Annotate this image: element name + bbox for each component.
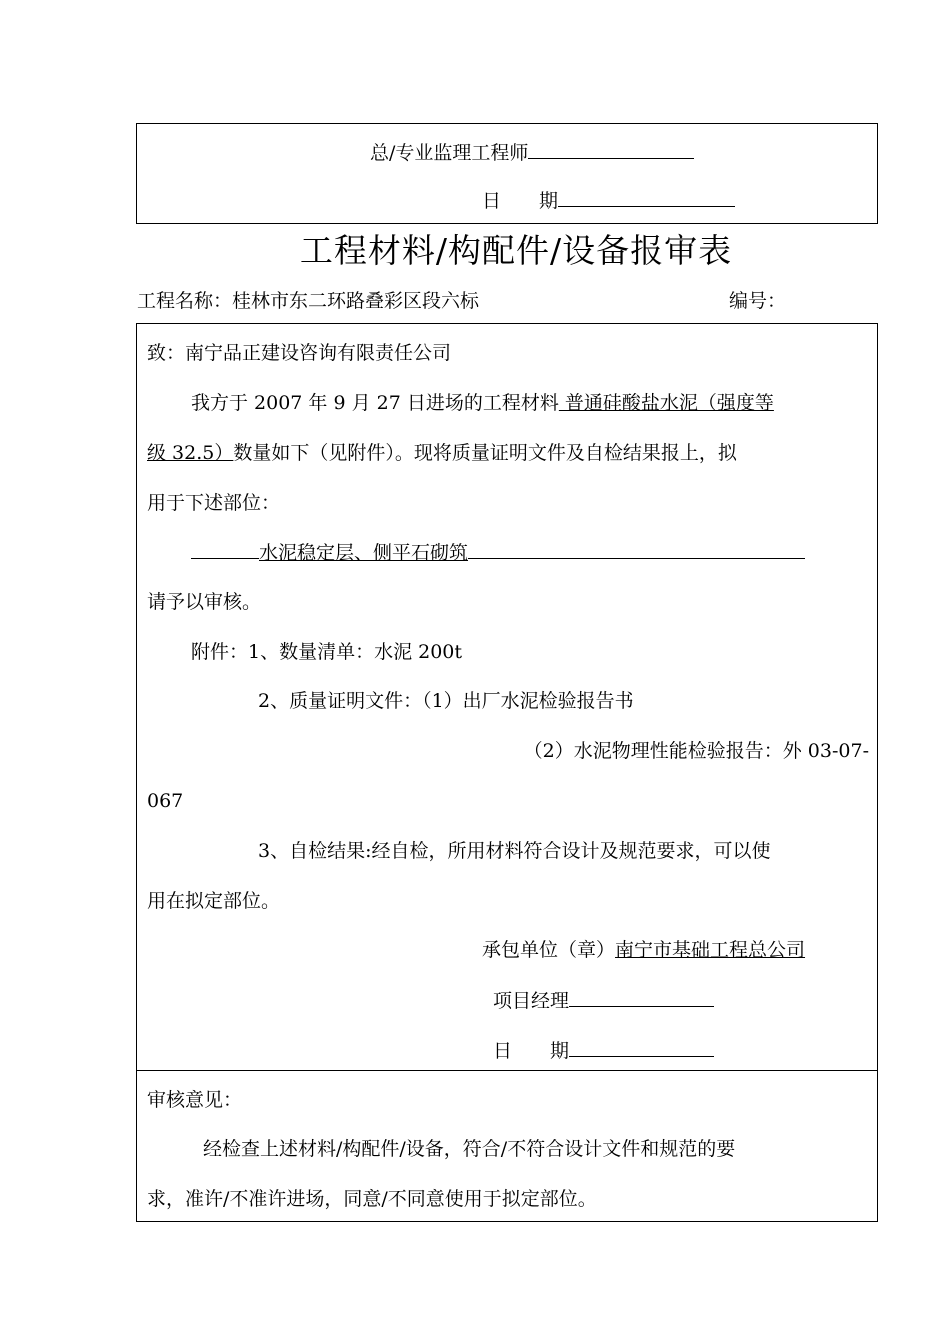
- paragraph-line-2: [147, 441, 737, 465]
- contractor-date-label: 日 期: [493, 1040, 570, 1062]
- attachment-1: 附件：1、数量清单：水泥 200t: [191, 641, 463, 663]
- engineer-signature-box: [136, 123, 878, 224]
- contractor-date-field[interactable]: [569, 1038, 714, 1057]
- review-label: 审核意见：: [147, 1089, 243, 1111]
- engineer-date-label: 日 期: [482, 190, 559, 212]
- arrival-text: 我方于 2007 年 9 月 27 日进场的工程材料: [191, 392, 559, 414]
- paragraph-line-3: 用于下述部位：: [147, 492, 281, 514]
- engineer-date-field[interactable]: [558, 188, 735, 207]
- attachment-3-cont: 用在拟定部位。: [147, 890, 281, 912]
- attachment-2: 2、质量证明文件：（1）出厂水泥检验报告书: [258, 690, 634, 712]
- engineer-label: 总/专业监理工程师: [370, 142, 529, 164]
- quantity-text: 数量如下（见附件）。现将质量证明文件及自检结果报上，拟: [233, 442, 737, 464]
- review-line-1: 经检查上述材料/构配件/设备，符合/不符合设计文件和规范的要: [203, 1138, 736, 1160]
- project-manager-field[interactable]: [569, 988, 714, 1007]
- location-value: 水泥稳定层、侧平石砌筑: [259, 542, 469, 564]
- attachment-2b: （2）水泥物理性能检验报告：外 03-07-: [523, 740, 869, 762]
- engineer-signature-row: [370, 140, 694, 165]
- contractor-date-row: [493, 1038, 714, 1063]
- project-manager-row: [493, 988, 714, 1013]
- engineer-signature-field[interactable]: [528, 140, 694, 159]
- engineer-date-row: [482, 188, 735, 213]
- project-name: 工程名称：桂林市东二环路叠彩区段六标: [137, 290, 480, 312]
- paragraph-line-1: [191, 391, 774, 415]
- location-tail-line: [468, 540, 805, 559]
- material-name-a: 普通硅酸盐水泥（强度等: [558, 392, 774, 414]
- project-manager-label: 项目经理: [493, 990, 570, 1012]
- form-title: 工程材料/构配件/设备报审表: [299, 231, 733, 270]
- material-name-b: 级 32.5）: [147, 442, 234, 464]
- attachment-2b-cont: 067: [147, 790, 184, 812]
- request-text: 请予以审核。: [147, 591, 262, 613]
- number-label: 编号：: [729, 290, 787, 312]
- location-row: [191, 540, 805, 565]
- recipient: 致：南宁品正建设咨询有限责任公司: [147, 342, 452, 364]
- review-line-2: 求，准许/不准许进场，同意/不同意使用于拟定部位。: [147, 1188, 597, 1210]
- contractor-label: 承包单位（章）: [482, 939, 616, 961]
- main-form-box: [136, 323, 878, 1222]
- contractor-row: [482, 938, 805, 962]
- location-lead-line: [191, 540, 259, 559]
- section-divider: [137, 1070, 877, 1071]
- attachment-3: 3、自检结果:经自检，所用材料符合设计及规范要求，可以使: [258, 840, 771, 862]
- contractor-name: 南宁市基础工程总公司: [615, 939, 806, 961]
